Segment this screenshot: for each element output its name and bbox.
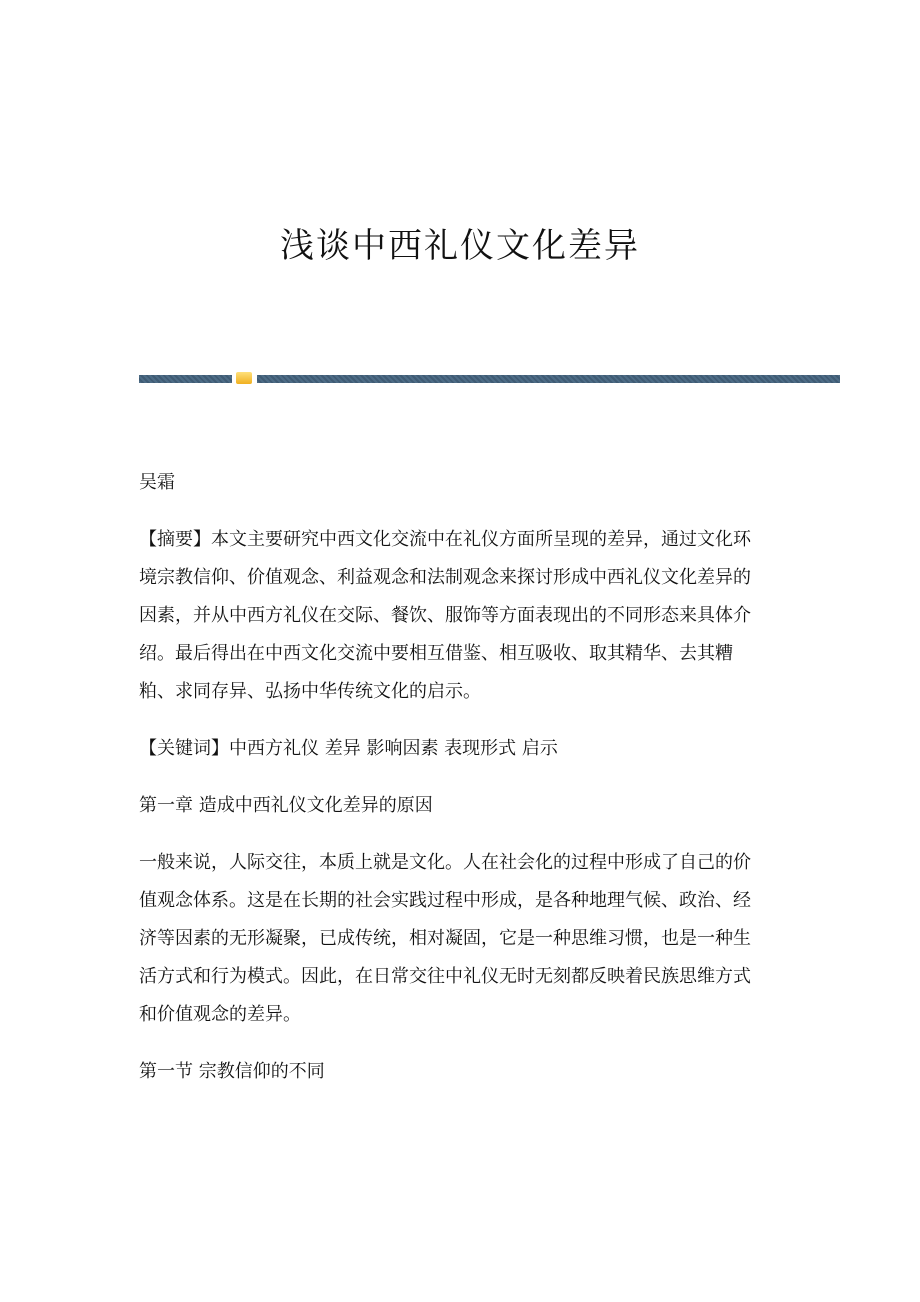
paragraph-line: 值观念体系。这是在长期的社会实践过程中形成，是各种地理气候、政治、经 [139,890,751,911]
divider-left [139,375,232,383]
abstract-line: 因素，并从中西方礼仪在交际、餐饮、服饰等方面表现出的不同形态来具体介 [139,605,751,626]
paragraph-line: 济等因素的无形凝聚，已成传统，相对凝固，它是一种思维习惯，也是一种生 [139,928,751,949]
envelope-icon [236,372,252,384]
abstract-line: 粕、求同存异、弘扬中华传统文化的启示。 [139,681,481,702]
paragraph-line: 活方式和行为模式。因此，在日常交往中礼仪无时无刻都反映着民族思维方式 [139,966,751,987]
paragraph-line: 和价值观念的差异。 [139,1004,301,1025]
abstract-line: 绍。最后得出在中西文化交流中要相互借鉴、相互吸收、取其精华、去其糟 [139,643,733,664]
document-title: 浅谈中西礼仪文化差异 [280,226,640,266]
section-heading-line: 第一节 宗教信仰的不同 [139,1061,325,1082]
abstract-line: 境宗教信仰、价值观念、利益观念和法制观念来探讨形成中西礼仪文化差异的 [139,567,751,588]
abstract-line: 【摘要】本文主要研究中西文化交流中在礼仪方面所呈现的差异，通过文化环 [139,529,751,550]
divider-right [257,375,840,383]
chapter-heading-line: 第一章 造成中西礼仪文化差异的原因 [139,795,433,816]
paragraph-line: 一般来说，人际交往，本质上就是文化。人在社会化的过程中形成了自己的价 [139,852,751,873]
keywords-line: 【关键词】中西方礼仪 差异 影响因素 表现形式 启示 [139,738,558,759]
author: 吴霜 [139,472,175,493]
